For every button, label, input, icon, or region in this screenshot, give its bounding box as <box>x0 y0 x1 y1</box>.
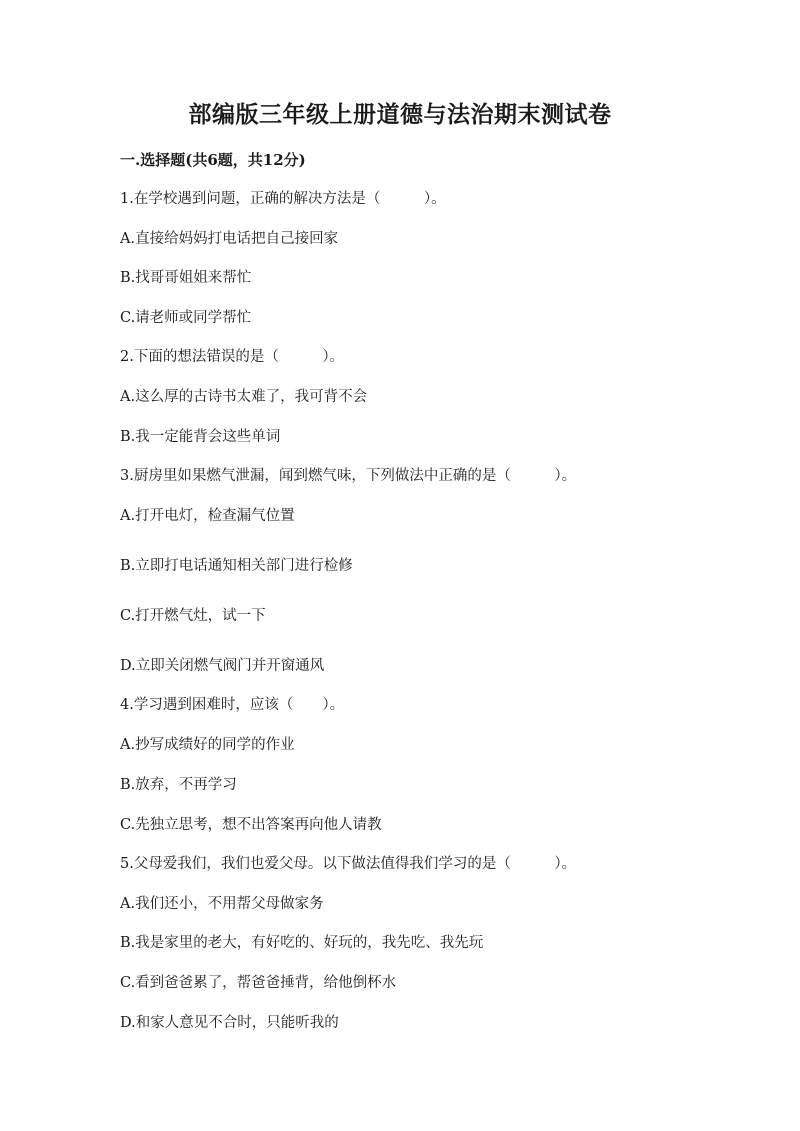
question-5-stem: 5.父母爱我们，我们也爱父母。以下做法值得我们学习的是（ ）。 <box>120 856 577 872</box>
question-1-stem: 1.在学校遇到问题，正确的解决方法是（ ）。 <box>120 191 446 207</box>
question-4-option-b[interactable]: B.放弃，不再学习 <box>120 777 237 793</box>
question-2-option-b[interactable]: B.我一定能背会这些单词 <box>120 429 281 445</box>
question-4-option-a[interactable]: A.抄写成绩好的同学的作业 <box>120 737 295 753</box>
question-1-option-a[interactable]: A.直接给妈妈打电话把自己接回家 <box>120 231 339 247</box>
question-2-option-a[interactable]: A.这么厚的古诗书太难了，我可背不会 <box>120 389 368 405</box>
question-5-option-c[interactable]: C.看到爸爸累了，帮爸爸捶背，给他倒杯水 <box>120 975 397 991</box>
question-3-stem: 3.厨房里如果燃气泄漏，闻到燃气味，下列做法中正确的是（ ）。 <box>120 468 577 484</box>
page-title: 部编版三年级上册道德与法治期末测试卷 <box>188 101 612 128</box>
section-heading: 一.选择题(共6题，共12分) <box>120 151 306 169</box>
question-3-option-a[interactable]: A.打开电灯，检查漏气位置 <box>120 508 295 524</box>
question-5-option-b[interactable]: B.我是家里的老大，有好吃的、好玩的，我先吃、我先玩 <box>120 935 484 951</box>
question-4-option-c[interactable]: C.先独立思考，想不出答案再向他人请教 <box>120 817 382 833</box>
question-3-option-d[interactable]: D.立即关闭燃气阀门并开窗通风 <box>120 658 325 674</box>
question-2-stem: 2.下面的想法错误的是（ ）。 <box>120 349 345 365</box>
question-1-option-c[interactable]: C.请老师或同学帮忙 <box>120 310 252 326</box>
question-3-option-c[interactable]: C.打开燃气灶，试一下 <box>120 608 266 624</box>
question-5-option-a[interactable]: A.我们还小，不用帮父母做家务 <box>120 896 324 912</box>
question-5-option-d[interactable]: D.和家人意见不合时，只能听我的 <box>120 1015 339 1031</box>
question-4-stem: 4.学习遇到困难时，应该（ ）。 <box>120 697 345 713</box>
question-3-option-b[interactable]: B.立即打电话通知相关部门进行检修 <box>120 558 353 574</box>
question-1-option-b[interactable]: B.找哥哥姐姐来帮忙 <box>120 270 252 286</box>
